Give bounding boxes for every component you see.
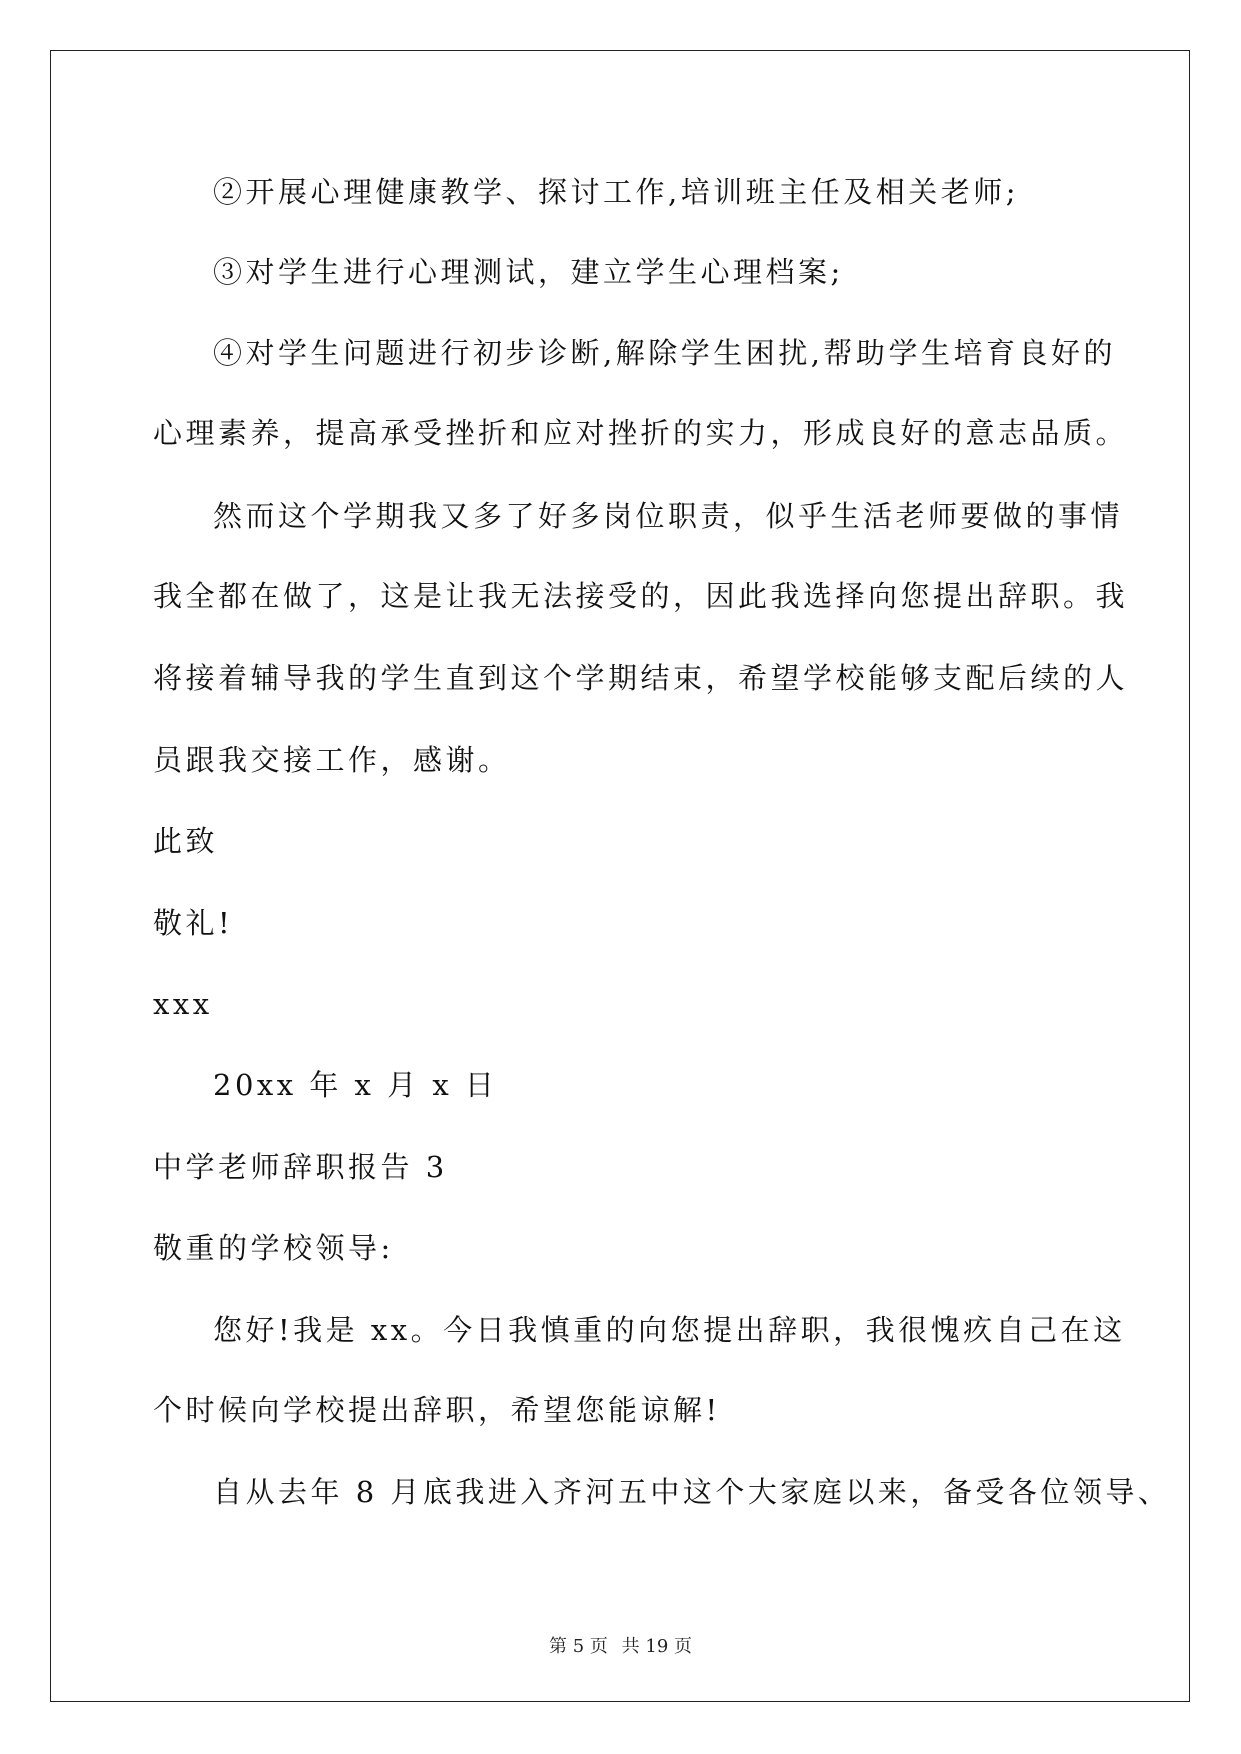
page-total: 共 19 页 — [621, 1636, 692, 1657]
paragraph-line: 员跟我交接工作，感谢。 — [153, 743, 511, 777]
page-number: 第 5 页 — [549, 1636, 608, 1657]
section-heading: 中学老师辞职报告 3 — [153, 1150, 448, 1184]
paragraph-line: 心理素养，提高承受挫折和应对挫折的实力，形成良好的意志品质。 — [153, 416, 1129, 450]
paragraph-line: 将接着辅导我的学生直到这个学期结束，希望学校能够支配后续的人 — [153, 661, 1129, 695]
paragraph-line: ②开展心理健康教学、探讨工作,培训班主任及相关老师; — [213, 175, 1019, 209]
signature-date: 20xx 年 x 月 x 日 — [213, 1068, 498, 1102]
paragraph-line: ④对学生问题进行初步诊断,解除学生困扰,帮助学生培育良好的 — [213, 336, 1116, 370]
paragraph-line: 个时候向学校提出辞职，希望您能谅解! — [153, 1393, 721, 1427]
paragraph-line: ③对学生进行心理测试，建立学生心理档案; — [213, 255, 844, 289]
closing-salutation: 此致 — [153, 824, 219, 858]
closing-regards: 敬礼! — [153, 906, 234, 940]
paragraph-line: 自从去年 8 月底我进入齐河五中这个大家庭以来，备受各位领导、 — [213, 1475, 1171, 1509]
letter-greeting: 敬重的学校领导: — [153, 1231, 394, 1265]
signature-name: xxx — [153, 987, 213, 1021]
paragraph-line: 我全都在做了，这是让我无法接受的，因此我选择向您提出辞职。我 — [153, 579, 1129, 613]
page-border — [50, 50, 1190, 1702]
paragraph-line: 然而这个学期我又多了好多岗位职责，似乎生活老师要做的事情 — [213, 499, 1124, 533]
page-footer — [0, 1632, 1241, 1658]
paragraph-line: 您好!我是 xx。今日我慎重的向您提出辞职，我很愧疚自己在这 — [213, 1313, 1126, 1347]
